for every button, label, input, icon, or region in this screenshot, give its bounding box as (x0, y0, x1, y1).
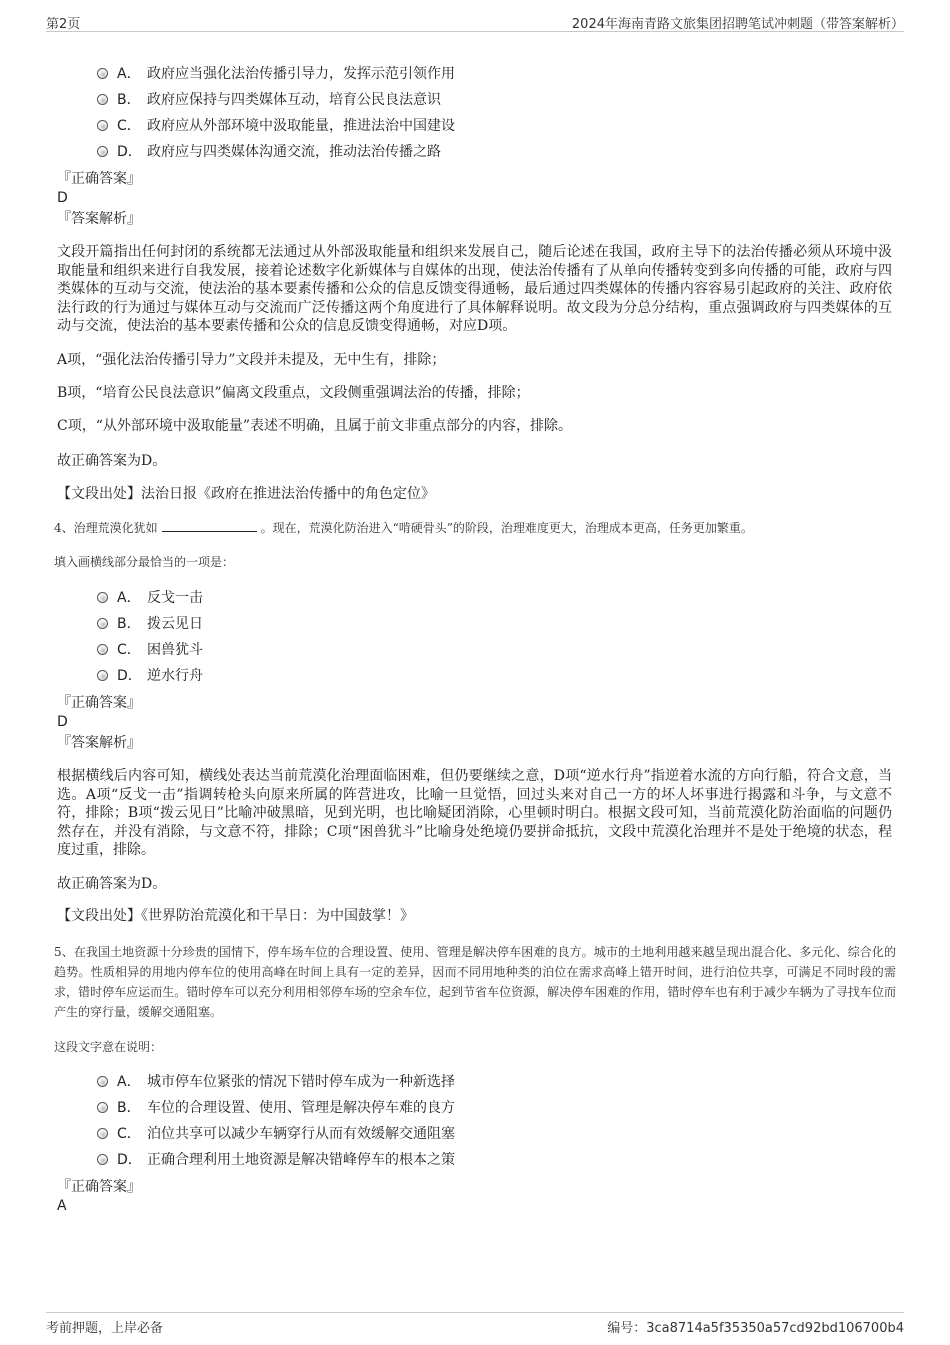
q5-option-c[interactable]: C． 泊位共享可以减少车辆穿行从而有效缓解交通阻塞 (97, 1124, 455, 1144)
page-footer (46, 1312, 904, 1337)
q4-analysis-label: 『答案解析』 (57, 735, 141, 751)
q4-option-d[interactable]: D． 逆水行舟 (97, 666, 203, 686)
radio-icon[interactable] (97, 1102, 108, 1113)
document-title: 2024年海南青路文旅集团招聘笔试冲刺题（带答案解析） (571, 17, 904, 32)
q3-source: 【文段出处】法治日报《政府在推进法治传播中的角色定位》 (57, 486, 435, 502)
q4-answer: D (57, 714, 68, 730)
q4-conclusion: 故正确答案为D。 (57, 876, 167, 892)
q5-answer: A (57, 1198, 67, 1214)
q3-analysis-label: 『答案解析』 (57, 211, 141, 227)
q5-option-d[interactable]: D． 正确合理利用土地资源是解决错峰停车的根本之策 (97, 1150, 455, 1170)
page-header (46, 11, 904, 32)
q4-option-a[interactable]: A． 反戈一击 (97, 588, 203, 608)
q4-option-b[interactable]: B． 拨云见日 (97, 614, 203, 634)
q4-stem: 4、治理荒漠化犹如 。现在，荒漠化防治进入“啃硬骨头”的阶段，治理难度更大，治理成本更高，任务更加繁重。 (54, 521, 753, 535)
radio-icon[interactable] (97, 1154, 108, 1165)
radio-icon[interactable] (97, 146, 108, 157)
radio-icon[interactable] (97, 618, 108, 629)
q5-prompt: 这段文字意在说明： (54, 1040, 163, 1054)
radio-icon[interactable] (97, 670, 108, 681)
q5-stem: 5、在我国土地资源十分珍贵的国情下，停车场车位的合理设置、使用、管理是解决停车困难的良方。城市的土地利用越来越呈现出混合化、多元化、综合化的趋势。性质相异的用地内停车位的使用高峰在时间上具有一定的差异，因而不同用地种类的泊位在需求高峰上错开时间，进行泊位共享，可满足不同时段的需求，错时停车应运而生。错时停车可以充分利用相邻停车场的空余车位，起到节省车位资源，解决停车困难的作用，错时停车也有利于减少车辆为了寻找车位而产生的穿行量，缓解交通阻塞。 (54, 945, 896, 1019)
fill-blank (162, 519, 257, 532)
q3-analysis: 文段开篇指出任何封闭的系统都无法通过从外部汲取能量和组织来发展自己，随后论述在我国，政府主导下的法治传播必须从环境中汲取能量和组织来进行自我发展，接着论述数字化新媒体与自媒体的出现，使法治传播有了从单向传播转变到多向传播的可能，政府与四类媒体的互动与交流，使法治的基本要素传播和公众的信息反馈变得通畅，最后通过四类媒体的传播内容容易引起政府的关注、政府依法行政的行为通过与媒体互动与交流而广泛传播这两个角度进行了具体解释说明。故文段为分总分结构，重点强调政府与四类媒体的互动与交流，使法治的基本要素传播和公众的信息反馈变得通畅，对应D项。 (57, 244, 892, 334)
radio-icon[interactable] (97, 1128, 108, 1139)
q4-option-c[interactable]: C． 困兽犹斗 (97, 640, 203, 660)
q3-answer-label: 『正确答案』 (57, 171, 141, 187)
q3-option-a[interactable]: A． 政府应当强化法治传播引导力，发挥示范引领作用 (97, 64, 455, 84)
q5-answer-label: 『正确答案』 (57, 1179, 141, 1195)
q5-option-a[interactable]: A． 城市停车位紧张的情况下错时停车成为一种新选择 (97, 1072, 455, 1092)
q3-answer: D (57, 190, 68, 206)
radio-icon[interactable] (97, 68, 108, 79)
page-number: 第2页 (46, 17, 81, 32)
radio-icon[interactable] (97, 120, 108, 131)
q3-conclusion: 故正确答案为D。 (57, 453, 167, 469)
q3-option-c[interactable]: C． 政府应从外部环境中汲取能量，推进法治中国建设 (97, 116, 455, 136)
q4-prompt: 填入画横线部分最恰当的一项是： (54, 555, 235, 569)
q3-option-b-note: B项，“培育公民良法意识”偏离文段重点，文段侧重强调法治的传播，排除； (57, 385, 530, 401)
radio-icon[interactable] (97, 1076, 108, 1087)
q4-answer-label: 『正确答案』 (57, 695, 141, 711)
radio-icon[interactable] (97, 644, 108, 655)
q4-analysis: 根据横线后内容可知，横线处表达当前荒漠化治理面临困难，但仍要继续之意，D项“逆水行舟”指逆着水流的方向行船，符合文意，当选。A项“反戈一击”指调转枪头向原来所属的阵营进攻，比喻一旦觉悟，回过头来对自己一方的坏人坏事进行揭露和斗争，与文意不符，排除；B项“拨云见日”比喻冲破黑暗，见到光明，也比喻疑团消除，心里顿时明白。根据文段可知，当前荒漠化防治面临的问题仍然存在，并没有消除，与文意不符，排除；C项“困兽犹斗”比喻身处绝境仍要拼命抵抗，文段中荒漠化治理并不是处于绝境的状态，程度过重，排除。 (57, 768, 892, 858)
q3-option-c-note: C项，“从外部环境中汲取能量”表述不明确，且属于前文非重点部分的内容，排除。 (57, 418, 573, 434)
radio-icon[interactable] (97, 94, 108, 105)
footer-slogan: 考前押题，上岸必备 (46, 1321, 164, 1336)
q4-source: 【文段出处】《世界防治荒漠化和干旱日：为中国鼓掌！》 (57, 908, 414, 924)
q3-option-d[interactable]: D． 政府应与四类媒体沟通交流，推动法治传播之路 (97, 142, 441, 162)
radio-icon[interactable] (97, 592, 108, 603)
footer-code: 编号：3ca8714a5f35350a57cd92bd106700b4 (607, 1321, 904, 1336)
q3-option-a-note: A项，“强化法治传播引导力”文段并未提及，无中生有，排除； (57, 352, 446, 368)
q3-option-b[interactable]: B． 政府应保持与四类媒体互动，培育公民良法意识 (97, 90, 441, 110)
q5-option-b[interactable]: B． 车位的合理设置、使用、管理是解决停车难的良方 (97, 1098, 455, 1118)
